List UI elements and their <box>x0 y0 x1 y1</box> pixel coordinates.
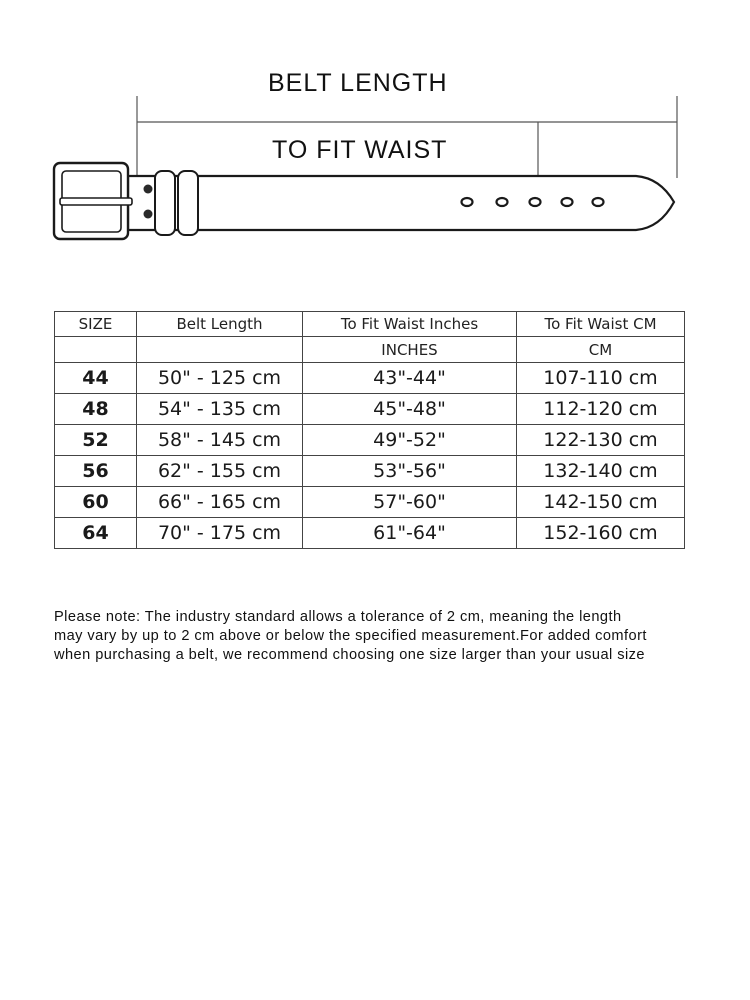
belt-hole <box>593 198 604 206</box>
note-line: may vary by up to 2 cm above or below the specified measurement.For added comfort <box>54 628 647 644</box>
waist-inches-cell: 57"-60" <box>303 487 517 518</box>
belt-length-cell: 50" - 125 cm <box>137 363 303 394</box>
table-row <box>55 363 685 394</box>
header-size: SIZE <box>55 312 137 337</box>
belt-length-label: BELT LENGTH <box>268 69 448 97</box>
belt-length-cell: 54" - 135 cm <box>137 394 303 425</box>
buckle-icon <box>54 163 132 239</box>
keeper-1 <box>155 171 175 235</box>
rivet-1 <box>144 185 153 194</box>
waist-cm-cell: 132-140 cm <box>517 456 685 487</box>
belt-hole <box>530 198 541 206</box>
waist-inches-cell: 61"-64" <box>303 518 517 549</box>
table-row <box>55 425 685 456</box>
waist-cm-cell: 122-130 cm <box>517 425 685 456</box>
table-row <box>55 487 685 518</box>
tolerance-note <box>54 608 714 665</box>
to-fit-waist-label: TO FIT WAIST <box>272 136 448 164</box>
subheader-inches: INCHES <box>303 337 517 363</box>
waist-inches-cell: 43"-44" <box>303 363 517 394</box>
belt-hole <box>462 198 473 206</box>
waist-cm-cell: 152-160 cm <box>517 518 685 549</box>
table-row <box>55 394 685 425</box>
table-row <box>55 456 685 487</box>
note-line: when purchasing a belt, we recommend choosing one size larger than your usual size <box>54 647 645 663</box>
belt-diagram <box>0 0 750 260</box>
waist-inches-cell: 45"-48" <box>303 394 517 425</box>
size-chart-table <box>54 311 685 549</box>
belt-length-cell: 58" - 145 cm <box>137 425 303 456</box>
belt-hole <box>562 198 573 206</box>
belt-length-cell: 66" - 165 cm <box>137 487 303 518</box>
waist-cm-cell: 112-120 cm <box>517 394 685 425</box>
size-cell: 60 <box>55 487 137 518</box>
belt-hole <box>497 198 508 206</box>
belt-length-cell: 70" - 175 cm <box>137 518 303 549</box>
note-line: Please note: The industry standard allows a tolerance of 2 cm, meaning the length <box>54 609 622 625</box>
subheader-belt-length <box>137 337 303 363</box>
keeper-2 <box>178 171 198 235</box>
rivet-2 <box>144 210 153 219</box>
size-cell: 44 <box>55 363 137 394</box>
table-header-row <box>55 312 685 337</box>
waist-cm-cell: 142-150 cm <box>517 487 685 518</box>
size-cell: 52 <box>55 425 137 456</box>
header-waist-cm: To Fit Waist CM <box>517 312 685 337</box>
table-row <box>55 518 685 549</box>
size-cell: 48 <box>55 394 137 425</box>
table-subheader-row <box>55 337 685 363</box>
subheader-cm: CM <box>517 337 685 363</box>
header-waist-inches: To Fit Waist Inches <box>303 312 517 337</box>
belt-icon <box>0 0 750 260</box>
buckle-prong <box>60 198 132 205</box>
waist-inches-cell: 49"-52" <box>303 425 517 456</box>
subheader-size <box>55 337 137 363</box>
header-belt-length: Belt Length <box>137 312 303 337</box>
waist-inches-cell: 53"-56" <box>303 456 517 487</box>
waist-cm-cell: 107-110 cm <box>517 363 685 394</box>
belt-length-cell: 62" - 155 cm <box>137 456 303 487</box>
size-cell: 64 <box>55 518 137 549</box>
size-cell: 56 <box>55 456 137 487</box>
